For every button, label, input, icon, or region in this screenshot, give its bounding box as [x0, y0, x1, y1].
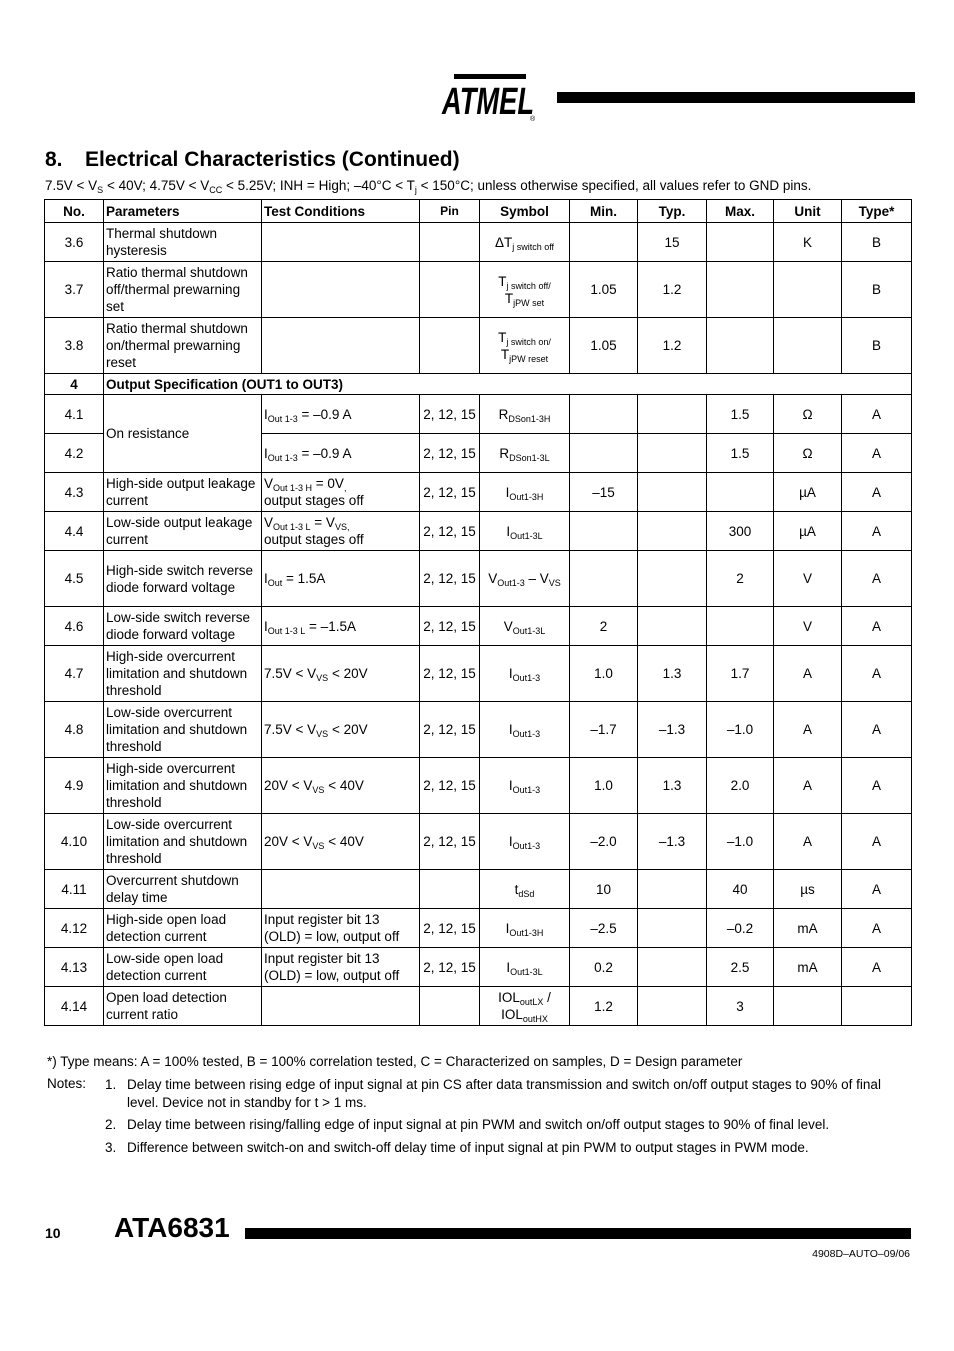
- table-row: [45, 909, 912, 948]
- max-cell: [707, 223, 774, 262]
- min-cell: –15: [570, 473, 638, 512]
- pin-cell: 2, 12, 15: [420, 948, 480, 987]
- unit-cell: A: [774, 646, 842, 702]
- parameter-cell: High-side overcurrent limitation and shutdown threshold: [104, 646, 262, 702]
- test-condition-cell: [262, 987, 420, 1026]
- typ-cell: [638, 473, 707, 512]
- parameter-cell: Low-side overcurrent limitation and shutdown threshold: [104, 814, 262, 870]
- typ-cell: 1.3: [638, 758, 707, 814]
- typ-cell: 1.2: [638, 318, 707, 374]
- min-cell: 1.0: [570, 646, 638, 702]
- table-row: [45, 223, 912, 262]
- symbol-cell: $I_{Out1-3H}$: [480, 473, 570, 512]
- min-cell: –2.5: [570, 909, 638, 948]
- parameter-cell: Thermal shutdown hysteresis: [104, 223, 262, 262]
- min-cell: [570, 551, 638, 607]
- symbol-cell: $IOL_{outLX}$ / $IOL_{outHX}$: [480, 987, 570, 1026]
- pin-cell: 2, 12, 15: [420, 551, 480, 607]
- test-condition-cell: $I_{Out 1-3} = -0.9$ A: [262, 434, 420, 473]
- section-heading: [45, 148, 460, 172]
- symbol-cell: $V_{Out1-3} - V_{VS}$: [480, 551, 570, 607]
- type-cell: B: [842, 318, 912, 374]
- max-cell: –1.0: [707, 814, 774, 870]
- min-cell: 1.2: [570, 987, 638, 1026]
- symbol-cell: $T_{j switch on/}$ $T_{jPW reset}$: [480, 318, 570, 374]
- type-footnote: *) Type means: A = 100% tested, B = 100% correlation tested, C = Characterized on samples, D = Design parameter: [47, 1054, 743, 1069]
- parameter-cell: Ratio thermal shutdown off/thermal prewarning set: [104, 262, 262, 318]
- test-condition-cell: $20V < V_{VS} < 40V$: [262, 814, 420, 870]
- symbol-cell: $\Delta T_{j switch off}$: [480, 223, 570, 262]
- type-cell: A: [842, 473, 912, 512]
- max-cell: [707, 262, 774, 318]
- symbol-cell: $R_{DSon1-3H}$: [480, 395, 570, 434]
- max-cell: 2.0: [707, 758, 774, 814]
- type-cell: A: [842, 948, 912, 987]
- max-cell: [707, 607, 774, 646]
- symbol-cell: $I_{Out1-3L}$: [480, 512, 570, 551]
- col-header: Pin: [420, 200, 480, 223]
- svg-text:®: ®: [530, 116, 536, 122]
- typ-cell: 15: [638, 223, 707, 262]
- unit-cell: V: [774, 551, 842, 607]
- test-condition-cell: [262, 870, 420, 909]
- typ-cell: 1.3: [638, 646, 707, 702]
- pin-cell: 2, 12, 15: [420, 758, 480, 814]
- table-row: [45, 262, 912, 318]
- min-cell: 1.05: [570, 262, 638, 318]
- test-condition-cell: $V_{Out 1-3 H} = 0V_,$ output stages off: [262, 473, 420, 512]
- max-cell: [707, 473, 774, 512]
- test-condition-cell: Input register bit 13 (OLD) = low, output off: [262, 948, 420, 987]
- unit-cell: A: [774, 758, 842, 814]
- max-cell: 2.5: [707, 948, 774, 987]
- document-code: 4908D–AUTO–09/06: [812, 1248, 910, 1260]
- col-header: No.: [45, 200, 104, 223]
- electrical-characteristics-table: [44, 199, 912, 1026]
- pin-cell: 2, 12, 15: [420, 909, 480, 948]
- table-row: [45, 318, 912, 374]
- table-row: [45, 395, 912, 434]
- table-row: [45, 702, 912, 758]
- row-number: 4.6: [45, 607, 104, 646]
- type-cell: [842, 987, 912, 1026]
- row-number: 4.8: [45, 702, 104, 758]
- row-number: 4.3: [45, 473, 104, 512]
- note-item: 1. Delay time between rising edge of input signal at pin CS after data transmission and switch on/off output stages to 90% of final level. Device not in standby for t > 1 ms.: [105, 1077, 881, 1110]
- table-row: [45, 607, 912, 646]
- type-cell: A: [842, 395, 912, 434]
- table-row: [45, 870, 912, 909]
- test-conditions-line: $7.5V < V_S < 40V$; $4.75V < V_{CC} < 5.25V$; INH = High; $-40^\circ C < T_j < 150^\circ C$; unless otherwise specified, all values refer to GND pins.: [45, 178, 812, 195]
- svg-text:ATMEL: ATMEL: [441, 81, 534, 122]
- unit-cell: K: [774, 223, 842, 262]
- test-condition-cell: [262, 262, 420, 318]
- max-cell: 1.5: [707, 395, 774, 434]
- unit-cell: Ω: [774, 434, 842, 473]
- type-cell: A: [842, 702, 912, 758]
- pin-cell: 2, 12, 15: [420, 702, 480, 758]
- parameter-cell: High-side output leakage current: [104, 473, 262, 512]
- typ-cell: [638, 395, 707, 434]
- table-row: [45, 473, 912, 512]
- typ-cell: –1.3: [638, 814, 707, 870]
- section-title: Output Specification (OUT1 to OUT3): [104, 374, 912, 395]
- unit-cell: Ω: [774, 395, 842, 434]
- note-item: 3. Difference between switch-on and switch-off delay time of input signal at pin PWM to output stages in PWM mode.: [105, 1140, 809, 1155]
- symbol-cell: $T_{j switch off/}$ $T_{jPW set}$: [480, 262, 570, 318]
- test-condition-cell: $I_{Out 1-3 L} = -1.5A$: [262, 607, 420, 646]
- col-header: Min.: [570, 200, 638, 223]
- unit-cell: mA: [774, 948, 842, 987]
- parameter-cell: On resistance: [104, 395, 262, 473]
- parameter-cell: Open load detection current ratio: [104, 987, 262, 1026]
- parameter-cell: Low-side open load detection current: [104, 948, 262, 987]
- pin-cell: [420, 870, 480, 909]
- test-condition-cell: $I_{Out} = 1.5A$: [262, 551, 420, 607]
- parameter-cell: Low-side switch reverse diode forward voltage: [104, 607, 262, 646]
- row-number: 3.7: [45, 262, 104, 318]
- max-cell: 300: [707, 512, 774, 551]
- col-header: Typ.: [638, 200, 707, 223]
- type-cell: A: [842, 434, 912, 473]
- section-number: 4: [45, 374, 104, 395]
- pin-cell: 2, 12, 15: [420, 473, 480, 512]
- parameter-cell: High-side switch reverse diode forward voltage: [104, 551, 262, 607]
- typ-cell: –1.3: [638, 702, 707, 758]
- test-condition-cell: $7.5V < V_{VS} < 20V$: [262, 702, 420, 758]
- row-number: 4.4: [45, 512, 104, 551]
- table-row: [45, 814, 912, 870]
- unit-cell: [774, 318, 842, 374]
- min-cell: 1.0: [570, 758, 638, 814]
- pin-cell: 2, 12, 15: [420, 434, 480, 473]
- unit-cell: µA: [774, 512, 842, 551]
- min-cell: 0.2: [570, 948, 638, 987]
- col-header: Unit: [774, 200, 842, 223]
- pin-cell: 2, 12, 15: [420, 814, 480, 870]
- min-cell: 10: [570, 870, 638, 909]
- test-condition-cell: [262, 318, 420, 374]
- min-cell: [570, 395, 638, 434]
- typ-cell: [638, 607, 707, 646]
- atmel-logo: [440, 74, 540, 122]
- max-cell: 1.7: [707, 646, 774, 702]
- typ-cell: [638, 948, 707, 987]
- row-number: 3.6: [45, 223, 104, 262]
- unit-cell: [774, 262, 842, 318]
- row-number: 4.1: [45, 395, 104, 434]
- row-number: 4.5: [45, 551, 104, 607]
- min-cell: 2: [570, 607, 638, 646]
- test-condition-cell: $20V < V_{VS} < 40V$: [262, 758, 420, 814]
- type-cell: A: [842, 551, 912, 607]
- symbol-cell: $t_{dSd}$: [480, 870, 570, 909]
- row-number: 4.12: [45, 909, 104, 948]
- table-row: [45, 512, 912, 551]
- symbol-cell: $I_{Out1-3L}$: [480, 948, 570, 987]
- unit-cell: A: [774, 814, 842, 870]
- test-condition-cell: Input register bit 13 (OLD) = low, output off: [262, 909, 420, 948]
- col-header: Type*: [842, 200, 912, 223]
- unit-cell: A: [774, 702, 842, 758]
- typ-cell: [638, 434, 707, 473]
- type-cell: A: [842, 909, 912, 948]
- max-cell: –1.0: [707, 702, 774, 758]
- footer-rule: [245, 1228, 911, 1239]
- pin-cell: [420, 223, 480, 262]
- type-cell: A: [842, 758, 912, 814]
- min-cell: –1.7: [570, 702, 638, 758]
- max-cell: –0.2: [707, 909, 774, 948]
- pin-cell: 2, 12, 15: [420, 512, 480, 551]
- test-condition-cell: $7.5V < V_{VS} < 20V$: [262, 646, 420, 702]
- col-header: Test Conditions: [262, 200, 420, 223]
- parameter-cell: High-side open load detection current: [104, 909, 262, 948]
- parameter-cell: Low-side overcurrent limitation and shutdown threshold: [104, 702, 262, 758]
- row-number: 4.10: [45, 814, 104, 870]
- table-row: [45, 948, 912, 987]
- min-cell: –2.0: [570, 814, 638, 870]
- notes-label: Notes:: [47, 1076, 87, 1091]
- col-header: Parameters: [104, 200, 262, 223]
- max-cell: 2: [707, 551, 774, 607]
- max-cell: 1.5: [707, 434, 774, 473]
- typ-cell: [638, 909, 707, 948]
- pin-cell: [420, 318, 480, 374]
- row-number: 4.9: [45, 758, 104, 814]
- table-row: [45, 551, 912, 607]
- typ-cell: [638, 987, 707, 1026]
- typ-cell: [638, 512, 707, 551]
- max-cell: [707, 318, 774, 374]
- table-row: [45, 758, 912, 814]
- type-cell: A: [842, 512, 912, 551]
- symbol-cell: $I_{Out1-3}$: [480, 646, 570, 702]
- row-number: 4.7: [45, 646, 104, 702]
- table-row: [45, 987, 912, 1026]
- test-condition-cell: $I_{Out 1-3} = -0.9$ A: [262, 395, 420, 434]
- pin-cell: 2, 12, 15: [420, 646, 480, 702]
- table-header-row: [45, 200, 912, 223]
- unit-cell: µA: [774, 473, 842, 512]
- unit-cell: [774, 987, 842, 1026]
- row-number: 4.2: [45, 434, 104, 473]
- symbol-cell: $I_{Out1-3}$: [480, 702, 570, 758]
- row-number: 4.11: [45, 870, 104, 909]
- document-name: ATA6831: [114, 1212, 230, 1243]
- pin-cell: [420, 262, 480, 318]
- min-cell: [570, 223, 638, 262]
- min-cell: [570, 512, 638, 551]
- section-row: [45, 374, 912, 395]
- section-title: Electrical Characteristics (Continued): [85, 148, 460, 171]
- type-cell: A: [842, 646, 912, 702]
- symbol-cell: $I_{Out1-3}$: [480, 758, 570, 814]
- symbol-cell: $I_{Out1-3H}$: [480, 909, 570, 948]
- type-cell: A: [842, 607, 912, 646]
- max-cell: 3: [707, 987, 774, 1026]
- pin-cell: 2, 12, 15: [420, 395, 480, 434]
- pin-cell: 2, 12, 15: [420, 607, 480, 646]
- col-header: Symbol: [480, 200, 570, 223]
- row-number: 4.13: [45, 948, 104, 987]
- row-number: 3.8: [45, 318, 104, 374]
- symbol-cell: $R_{DSon1-3L}$: [480, 434, 570, 473]
- row-number: 4.14: [45, 987, 104, 1026]
- parameter-cell: Ratio thermal shutdown on/thermal prewarning reset: [104, 318, 262, 374]
- test-condition-cell: [262, 223, 420, 262]
- symbol-cell: $V_{Out1-3L}$: [480, 607, 570, 646]
- min-cell: 1.05: [570, 318, 638, 374]
- test-condition-cell: $V_{Out 1-3 L} = V_{VS,}$ output stages off: [262, 512, 420, 551]
- min-cell: [570, 434, 638, 473]
- parameter-cell: Overcurrent shutdown delay time: [104, 870, 262, 909]
- type-cell: A: [842, 870, 912, 909]
- max-cell: 40: [707, 870, 774, 909]
- type-cell: B: [842, 223, 912, 262]
- parameter-cell: Low-side output leakage current: [104, 512, 262, 551]
- section-number: 8.: [45, 148, 63, 171]
- table-row: [45, 646, 912, 702]
- col-header: Max.: [707, 200, 774, 223]
- unit-cell: V: [774, 607, 842, 646]
- header-rule: [557, 92, 915, 103]
- page-number: 10: [45, 1225, 61, 1241]
- parameter-cell: High-side overcurrent limitation and shutdown threshold: [104, 758, 262, 814]
- type-cell: A: [842, 814, 912, 870]
- unit-cell: mA: [774, 909, 842, 948]
- type-cell: B: [842, 262, 912, 318]
- pin-cell: [420, 987, 480, 1026]
- typ-cell: [638, 870, 707, 909]
- note-item: 2. Delay time between rising/falling edge of input signal at pin PWM and switch on/off output stages to 90% of final level.: [105, 1117, 830, 1132]
- typ-cell: [638, 551, 707, 607]
- typ-cell: 1.2: [638, 262, 707, 318]
- unit-cell: µs: [774, 870, 842, 909]
- symbol-cell: $I_{Out1-3}$: [480, 814, 570, 870]
